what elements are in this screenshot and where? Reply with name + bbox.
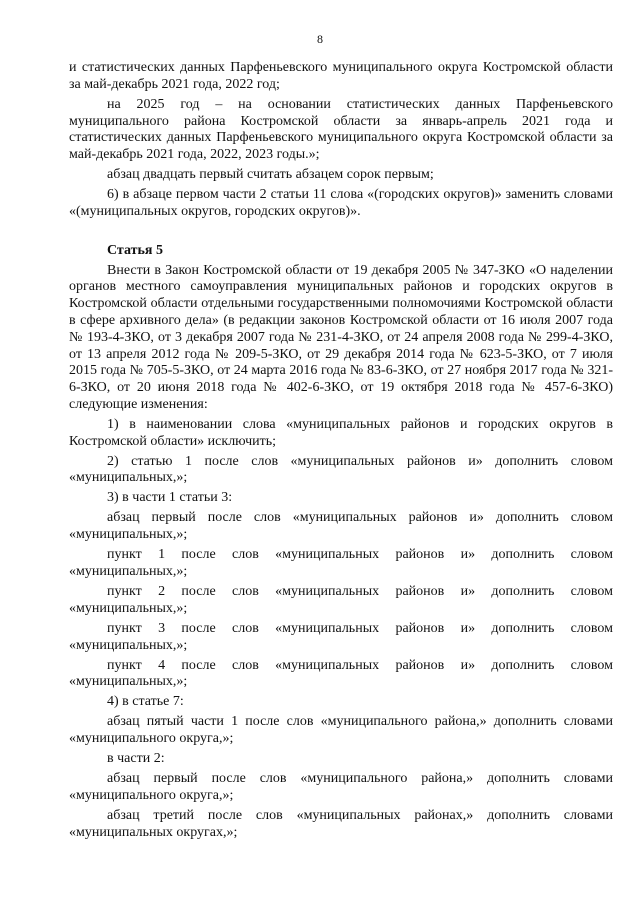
- paragraph: в части 2:: [107, 751, 165, 767]
- paragraph: абзац пятый части 1 после слов «муниципального района,» дополнить словами «муниципального округа,»;: [69, 714, 613, 747]
- paragraph: пункт 3 после слов «муниципальных районов и» дополнить словом «муниципальных,»;: [69, 620, 613, 653]
- paragraph: пункт 2 после слов «муниципальных районов и» дополнить словом «муниципальных,»;: [69, 584, 613, 616]
- paragraph: 3) в части 1 статьи 3:: [107, 490, 233, 506]
- document-body: [69, 60, 613, 845]
- page-number: 8: [317, 32, 323, 46]
- paragraph: пункт 4 после слов «муниципальных районов и» дополнить словом «муниципальных,»;: [69, 657, 613, 690]
- paragraph: Внести в Закон Костромской области от 19 декабря 2005 № 347-ЗКО «О наделении органов местного самоуправления муниципальных районов и городских округов в Костромской области отдельными государственными полномочиями Костромской области в сфере архивного дела» (в редакции законов Костромской области от 16 июля 2007 года № 193-4-ЗКО, от 3 декабря 2007 года № 231-4-ЗКО, от 24 апреля 2008 года № 299-4-ЗКО, от 13 апреля 2012 года № 209-5-ЗКО, от 29 декабря 2014 года № 623-5-ЗКО, от 7 июля 2015 года № 705-5-ЗКО, от 24 марта 2016 года № 83-6-ЗКО, от 27 ноября 2017 года № 321-6-ЗКО, от 20 июня 2018 года № 402-6-ЗКО, от 19 октября 2018 года № 457-6-ЗКО) следующие изменения:: [69, 262, 613, 412]
- paragraph: пункт 1 после слов «муниципальных районов и» дополнить словом «муниципальных,»;: [69, 547, 613, 580]
- paragraph: и статистических данных Парфеньевского муниципального округа Костромской области за май-декабрь 2021 года, 2022 год;: [69, 60, 613, 92]
- article-heading: Статья 5: [107, 242, 163, 258]
- paragraph: 4) в статье 7:: [107, 694, 184, 710]
- paragraph: абзац первый после слов «муниципального района,» дополнить словами «муниципального округа,»;: [69, 771, 613, 803]
- paragraph: 2) статью 1 после слов «муниципальных районов и» дополнить словом «муниципальных,»;: [69, 453, 613, 486]
- paragraph: на 2025 год – на основании статистических данных Парфеньевского муниципального района Костромской области за январь-апрель 2021 года и статистических данных Парфеньевского муниципального округа Костромской области за май-декабрь 2021 года, 2022, 2023 годы.»;: [69, 96, 613, 163]
- paragraph: абзац первый после слов «муниципальных районов и» дополнить словом «муниципальных,»;: [69, 510, 613, 543]
- paragraph: абзац двадцать первый считать абзацем сорок первым;: [107, 167, 434, 183]
- paragraph: 6) в абзаце первом части 2 статьи 11 слова «(городских округов)» заменить словами «(муниципальных округов, городских округов)».: [69, 187, 613, 219]
- paragraph: 1) в наименовании слова «муниципальных районов и городских округов в Костромской области» исключить;: [69, 416, 613, 449]
- paragraph: абзац третий после слов «муниципальных районах,» дополнить словами «муниципальных округах,»;: [69, 807, 613, 840]
